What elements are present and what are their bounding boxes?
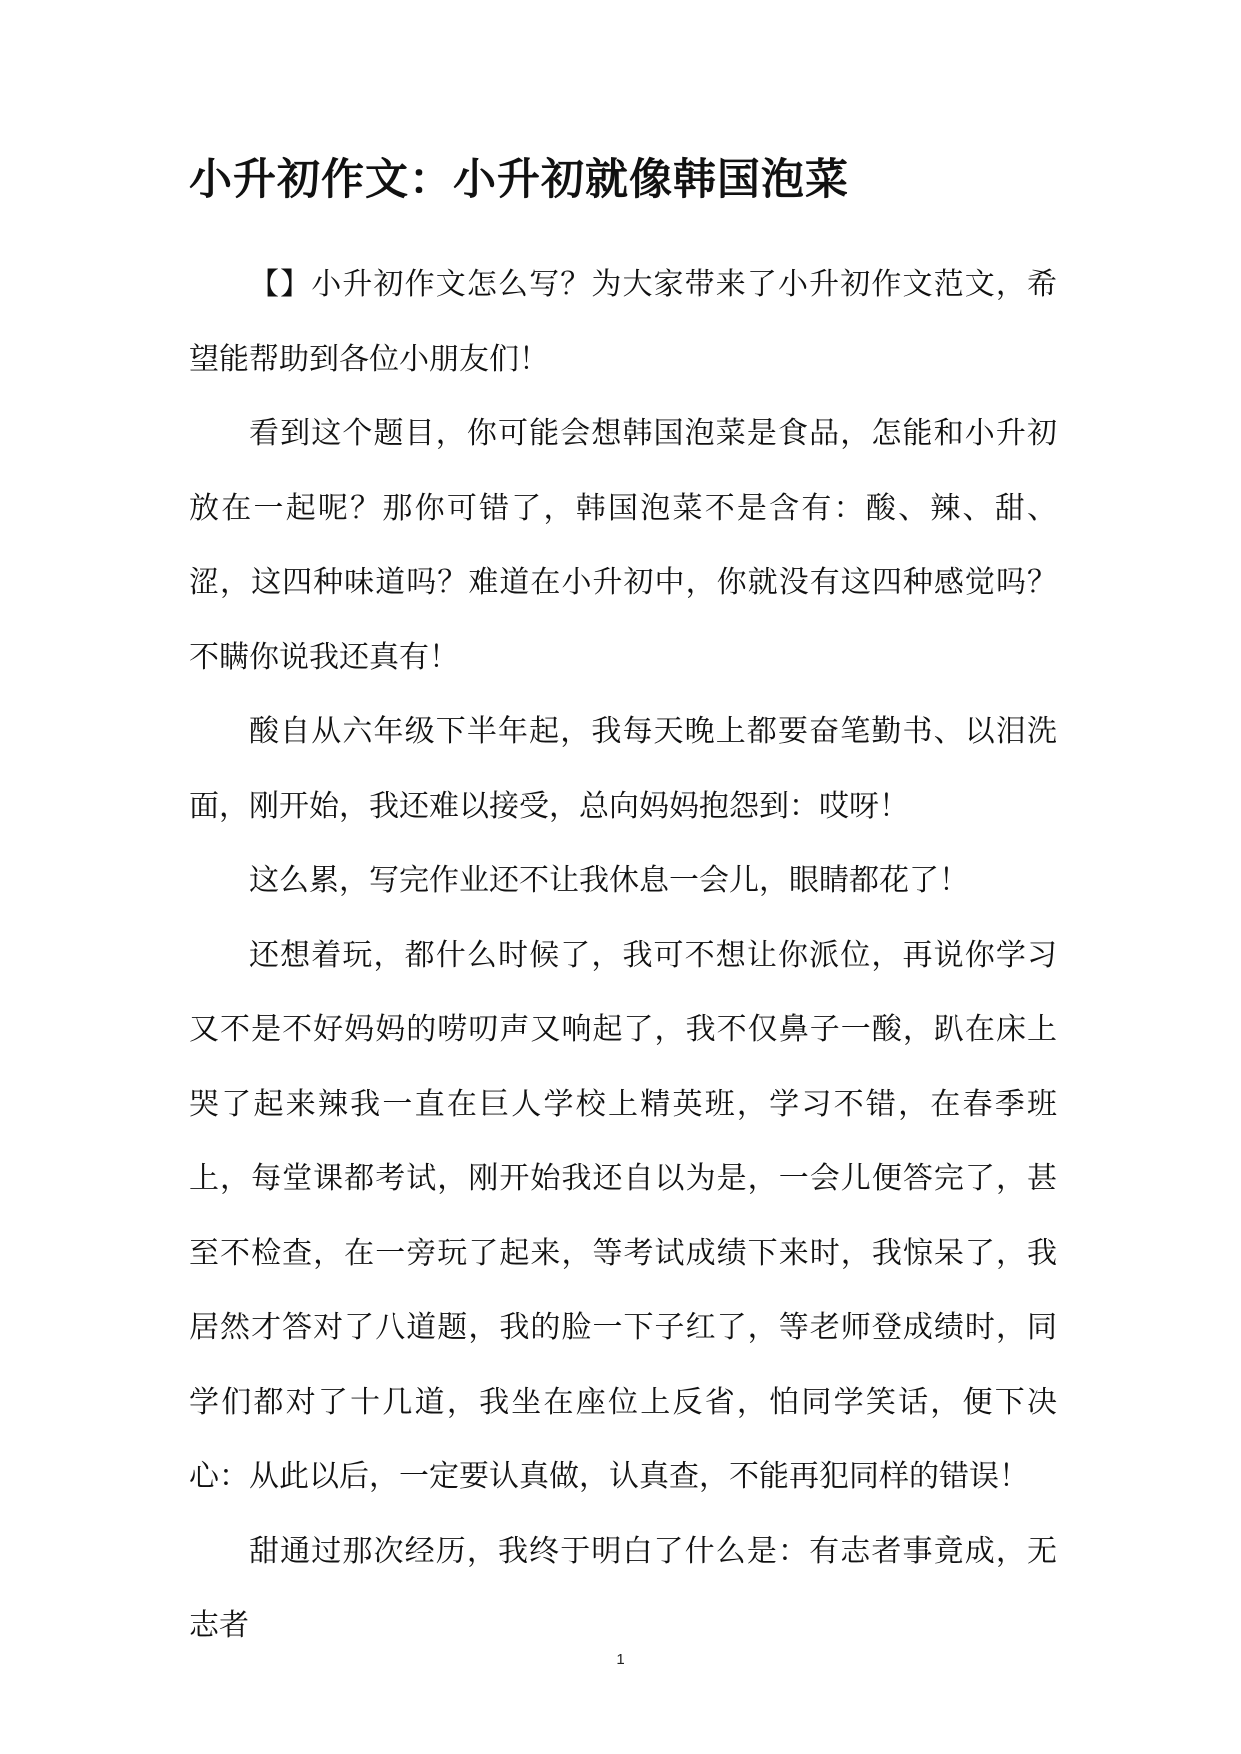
- document-body: [189, 248, 1057, 1664]
- document-title: 小升初作文：小升初就像韩国泡菜: [189, 155, 849, 205]
- page-number: 1: [616, 1651, 625, 1668]
- paragraph: 甜通过那次经历，我终于明白了什么是：有志者事竟成，无志者: [189, 1533, 1057, 1643]
- paragraph: 看到这个题目，你可能会想韩国泡菜是食品，怎能和小升初放在一起呢？那你可错了，韩国泡菜不是含有：酸、辣、甜、涩，这四种味道吗？难道在小升初中，你就没有这四种感觉吗？不瞒你说我还真有！: [189, 416, 1057, 675]
- paragraph: 酸自从六年级下半年起，我每天晚上都要奋笔勤书、以泪洗面，刚开始，我还难以接受，总向妈妈抱怨到：哎呀！: [189, 714, 1057, 824]
- paragraph: 这么累，写完作业还不让我休息一会儿，眼睛都花了！: [249, 863, 969, 898]
- paragraph: 【】小升初作文怎么写？为大家带来了小升初作文范文，希望能帮助到各位小朋友们！: [189, 267, 1057, 377]
- paragraph: 还想着玩，都什么时候了，我可不想让你派位，再说你学习又不是不好妈妈的唠叨声又响起了，我不仅鼻子一酸，趴在床上哭了起来辣我一直在巨人学校上精英班，学习不错，在春季班上，每堂课都考试，刚开始我还自以为是，一会儿便答完了，甚至不检查，在一旁玩了起来，等考试成绩下来时，我惊呆了，我居然才答对了八道题，我的脸一下子红了，等老师登成绩时，同学们都对了十几道，我坐在座位上反省，怕同学笑话，便下决心：从此以后，一定要认真做，认真查，不能再犯同样的错误！: [189, 937, 1057, 1494]
